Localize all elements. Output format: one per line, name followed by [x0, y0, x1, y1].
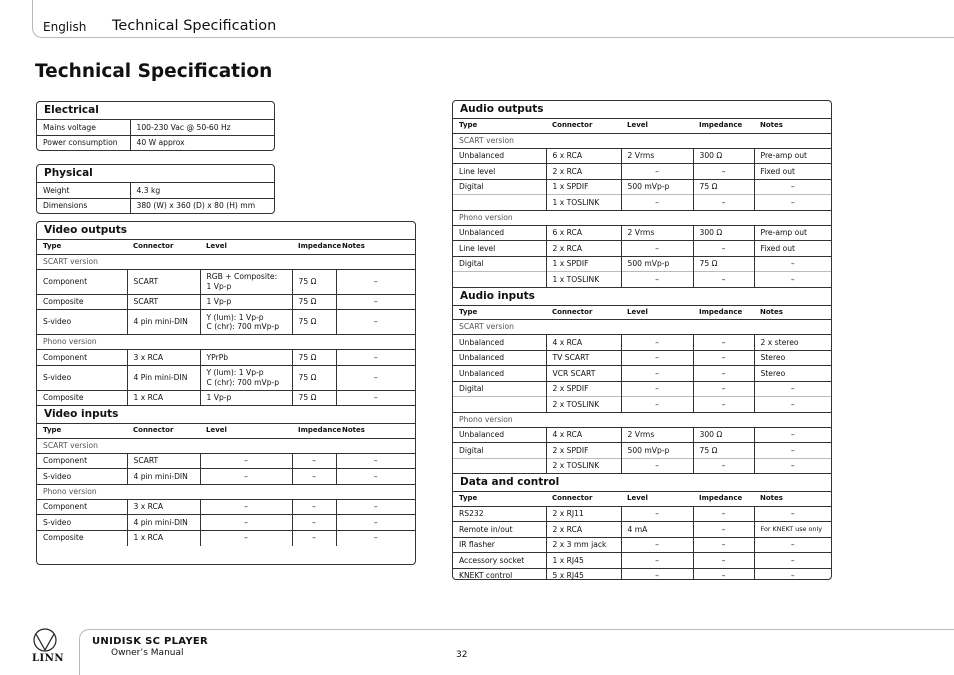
cell-level: 2 Vrms — [621, 427, 693, 443]
subsection-label: Phono version — [453, 210, 831, 225]
cell-impedance: – — [693, 397, 754, 413]
cell-notes: – — [754, 179, 831, 195]
cell-type: RS232 — [453, 506, 546, 522]
spec-label: Mains voltage — [37, 120, 130, 135]
table-row — [453, 241, 831, 257]
table-row — [453, 164, 831, 180]
audio-out-phono-label — [453, 210, 831, 225]
cell-impedance: – — [693, 537, 754, 553]
cell-impedance: – — [693, 458, 754, 474]
column-header: Impedance — [699, 121, 743, 129]
cell-connector: SCART — [127, 294, 200, 310]
cell-level: – — [621, 335, 693, 351]
cell-connector: SCART — [127, 269, 200, 294]
cell-notes: – — [754, 272, 831, 288]
spec-label: Weight — [37, 183, 130, 198]
cell-type: Component — [37, 269, 127, 294]
column-header: Level — [206, 426, 227, 434]
cell-level: 1 Vp-p — [200, 390, 292, 406]
cell-notes: – — [336, 499, 415, 515]
cell-type: Digital — [453, 443, 546, 459]
audio-in-phono-label — [453, 412, 831, 427]
table-row — [37, 499, 415, 515]
column-header: Type — [43, 426, 62, 434]
cell-level: – — [621, 164, 693, 180]
cell-type: Remote in/out — [453, 522, 546, 538]
cell-type — [453, 397, 546, 413]
column-header: Level — [627, 494, 648, 502]
language-label: English — [43, 20, 87, 34]
cell-connector: 1 x RJ45 — [546, 553, 621, 569]
table-row — [37, 453, 415, 469]
cell-impedance: 75 Ω — [292, 365, 336, 390]
cell-notes: – — [336, 469, 415, 485]
cell-type: S-video — [37, 365, 127, 390]
cell-notes: – — [754, 458, 831, 474]
electrical-title: Electrical — [37, 102, 274, 120]
cell-type: Digital — [453, 179, 546, 195]
cell-connector: 6 x RCA — [546, 148, 621, 164]
cell-type — [453, 195, 546, 211]
cell-notes: – — [754, 443, 831, 459]
cell-connector: 2 x SPDIF — [546, 443, 621, 459]
data-control-section-cell — [453, 474, 831, 493]
cell-connector: 3 x RCA — [127, 350, 200, 366]
table-row — [453, 179, 831, 195]
table-row — [37, 365, 415, 390]
subsection-label: Phono version — [453, 412, 831, 427]
column-header: Level — [627, 121, 648, 129]
table-row — [453, 506, 831, 522]
cell-level: – — [200, 530, 292, 546]
table-row — [37, 269, 415, 294]
audio-out-scart-label — [453, 133, 831, 148]
audio-inputs-section — [453, 287, 831, 306]
cell-notes: – — [336, 269, 415, 294]
cell-type: Component — [37, 499, 127, 515]
column-header: Impedance — [699, 307, 743, 316]
column-header: Impedance — [298, 426, 342, 434]
table-row — [37, 135, 274, 150]
cell-notes: Stereo — [754, 350, 831, 366]
manual-label: Owner’s Manual — [111, 648, 184, 658]
cell-connector: 2 x TOSLINK — [546, 458, 621, 474]
table-row — [453, 458, 831, 474]
cell-notes: 2 x stereo — [754, 335, 831, 351]
cell-connector: 1 x SPDIF — [546, 179, 621, 195]
audio-section — [452, 100, 832, 580]
video-inputs-section-cell — [37, 406, 415, 425]
cell-type: Composite — [37, 390, 127, 406]
video-outputs-title: Video outputs — [37, 222, 415, 240]
column-header: Type — [459, 494, 478, 502]
cell-impedance: – — [693, 381, 754, 397]
table-row — [453, 256, 831, 272]
cell-level: – — [621, 366, 693, 382]
cell-impedance: 300 Ω — [693, 225, 754, 241]
cell-connector: 4 pin mini-DIN — [127, 310, 200, 335]
cell-level: – — [621, 553, 693, 569]
cell-connector: 1 x RCA — [127, 530, 200, 546]
table-row — [37, 530, 415, 546]
column-header-row — [37, 240, 415, 254]
cell-type: Digital — [453, 256, 546, 272]
cell-connector: 4 x RCA — [546, 335, 621, 351]
cell-impedance: – — [693, 335, 754, 351]
page-number: 32 — [456, 650, 468, 660]
cell-impedance: 300 Ω — [693, 148, 754, 164]
spec-label: Power consumption — [37, 135, 130, 150]
cell-connector: 4 x RCA — [546, 427, 621, 443]
column-header: Notes — [342, 242, 365, 250]
header-section-title: Technical Specification — [112, 18, 277, 34]
cell-impedance: – — [292, 499, 336, 515]
physical-title: Physical — [37, 165, 274, 183]
cell-type: KNEKT control — [453, 568, 546, 580]
cell-type: Line level — [453, 164, 546, 180]
cell-level: – — [200, 453, 292, 469]
video-in-phono-label — [37, 484, 415, 499]
cell-impedance: – — [693, 506, 754, 522]
spec-value: 40 W approx — [130, 135, 274, 150]
cell-notes: – — [754, 381, 831, 397]
cell-connector: 1 x SPDIF — [546, 256, 621, 272]
physical-table — [37, 183, 274, 213]
column-header: Impedance — [298, 242, 342, 250]
column-header: Level — [206, 242, 227, 250]
column-header: Connector — [133, 242, 174, 250]
cell-connector: 3 x RCA — [127, 499, 200, 515]
table-row — [453, 381, 831, 397]
cell-notes: – — [336, 365, 415, 390]
column-header-row — [37, 424, 415, 438]
cell-notes: Stereo — [754, 366, 831, 382]
video-table — [37, 240, 415, 546]
cell-connector: 1 x TOSLINK — [546, 195, 621, 211]
cell-type: Unbalanced — [453, 148, 546, 164]
cell-notes: – — [754, 195, 831, 211]
column-header: Notes — [760, 121, 783, 129]
subsection-label: SCART version — [453, 133, 831, 148]
table-row — [37, 294, 415, 310]
table-row — [37, 350, 415, 366]
cell-connector: 2 x RCA — [546, 241, 621, 257]
cell-type — [453, 272, 546, 288]
cell-impedance: 75 Ω — [693, 443, 754, 459]
cell-type: Component — [37, 453, 127, 469]
linn-wordmark: LINN — [32, 653, 64, 664]
cell-connector: 2 x RJ11 — [546, 506, 621, 522]
cell-level: – — [621, 381, 693, 397]
table-row — [453, 443, 831, 459]
cell-impedance: – — [292, 530, 336, 546]
video-out-phono-label — [37, 335, 415, 350]
cell-impedance: 75 Ω — [693, 256, 754, 272]
cell-connector: TV SCART — [546, 350, 621, 366]
table-row — [453, 397, 831, 413]
cell-level: Y (lum): 1 Vp-p C (chr): 700 mVp-p — [200, 365, 292, 390]
cell-type: Composite — [37, 294, 127, 310]
cell-notes: – — [754, 397, 831, 413]
cell-level: 500 mVp-p — [621, 443, 693, 459]
cell-notes: – — [336, 310, 415, 335]
table-row — [37, 198, 274, 213]
cell-level: – — [621, 241, 693, 257]
cell-impedance: – — [292, 453, 336, 469]
cell-type: S-video — [37, 310, 127, 335]
column-header: Type — [459, 121, 478, 129]
cell-impedance: – — [693, 272, 754, 288]
data-control-section-title: Data and control — [453, 474, 831, 492]
cell-connector: 5 x RJ45 — [546, 568, 621, 580]
column-header: Connector — [552, 121, 593, 129]
cell-connector: 2 x RCA — [546, 522, 621, 538]
cell-level: – — [621, 350, 693, 366]
spec-label: Dimensions — [37, 198, 130, 213]
cell-notes: – — [336, 453, 415, 469]
cell-level: – — [621, 506, 693, 522]
cell-type: Unbalanced — [453, 225, 546, 241]
subsection-label: SCART version — [37, 254, 415, 269]
column-header-row — [453, 306, 831, 320]
cell-connector: 6 x RCA — [546, 225, 621, 241]
cell-impedance: 75 Ω — [292, 294, 336, 310]
column-header: Impedance — [699, 494, 743, 502]
subsection-label: Phono version — [37, 335, 415, 350]
cell-level: – — [621, 272, 693, 288]
cell-notes: Pre-amp out — [754, 225, 831, 241]
footer-rule — [79, 629, 954, 675]
cell-type: S-video — [37, 469, 127, 485]
table-row — [37, 469, 415, 485]
cell-notes: – — [336, 530, 415, 546]
data-control-section — [453, 474, 831, 493]
table-row — [37, 120, 274, 135]
subsection-label: SCART version — [453, 320, 831, 335]
table-row — [453, 427, 831, 443]
cell-notes: Fixed out — [754, 241, 831, 257]
cell-notes: – — [336, 390, 415, 406]
video-inputs-section-title: Video inputs — [37, 406, 415, 424]
table-row — [453, 350, 831, 366]
table-row — [453, 148, 831, 164]
cell-type: Unbalanced — [453, 335, 546, 351]
cell-notes: – — [754, 568, 831, 580]
spec-value: 4.3 kg — [136, 185, 161, 195]
cell-connector: 1 x TOSLINK — [546, 272, 621, 288]
cell-impedance: 75 Ω — [292, 310, 336, 335]
electrical-section — [36, 101, 275, 151]
audio-inputs-section-cell — [453, 287, 831, 306]
cell-type: Composite — [37, 530, 127, 546]
cell-type: Digital — [453, 381, 546, 397]
cell-level: – — [621, 537, 693, 553]
cell-notes: – — [336, 350, 415, 366]
table-row — [453, 522, 831, 538]
cell-connector: 2 x SPDIF — [546, 381, 621, 397]
cell-impedance: – — [693, 553, 754, 569]
cell-impedance: – — [693, 350, 754, 366]
table-row — [453, 225, 831, 241]
cell-connector: 1 x RCA — [127, 390, 200, 406]
video-section — [36, 221, 416, 565]
cell-type: Unbalanced — [453, 350, 546, 366]
column-header: Level — [627, 307, 648, 316]
cell-type: Unbalanced — [453, 366, 546, 382]
cell-notes: – — [336, 294, 415, 310]
cell-level: 1 Vp-p — [200, 294, 292, 310]
table-row — [453, 568, 831, 580]
cell-type: Component — [37, 350, 127, 366]
cell-level: – — [621, 195, 693, 211]
video-out-scart-label — [37, 254, 415, 269]
cell-notes: – — [754, 427, 831, 443]
cell-impedance: – — [693, 164, 754, 180]
table-row — [37, 390, 415, 406]
cell-type: IR flasher — [453, 537, 546, 553]
table-row — [453, 537, 831, 553]
cell-level: 2 Vrms — [621, 148, 693, 164]
table-row — [453, 335, 831, 351]
cell-impedance: – — [693, 522, 754, 538]
audio-outputs-title: Audio outputs — [453, 101, 831, 119]
subsection-label: Phono version — [37, 484, 415, 499]
cell-connector: 2 x TOSLINK — [546, 397, 621, 413]
spec-value: 380 (W) x 360 (D) x 80 (H) mm — [130, 198, 274, 213]
cell-impedance: – — [292, 469, 336, 485]
column-header: Notes — [760, 307, 783, 316]
subsection-label: SCART version — [37, 438, 415, 453]
cell-level: 500 mVp-p — [621, 179, 693, 195]
column-header-row — [453, 492, 831, 506]
cell-level: – — [200, 515, 292, 531]
cell-notes: Fixed out — [754, 164, 831, 180]
cell-type: Line level — [453, 241, 546, 257]
cell-impedance: 75 Ω — [292, 350, 336, 366]
cell-level: 4 mA — [621, 522, 693, 538]
cell-connector: 4 pin mini-DIN — [127, 515, 200, 531]
cell-notes: For KNEKT use only — [754, 522, 831, 538]
column-header: Connector — [552, 307, 593, 316]
physical-section — [36, 164, 275, 214]
table-row — [37, 310, 415, 335]
cell-notes: – — [754, 506, 831, 522]
cell-notes: – — [754, 553, 831, 569]
cell-impedance: – — [693, 366, 754, 382]
cell-impedance: – — [292, 515, 336, 531]
cell-level: 500 mVp-p — [621, 256, 693, 272]
cell-connector: 4 pin mini-DIN — [127, 469, 200, 485]
column-header: Type — [43, 242, 62, 250]
cell-impedance: 75 Ω — [292, 269, 336, 294]
cell-level: – — [621, 458, 693, 474]
table-row — [37, 183, 274, 198]
table-row — [453, 553, 831, 569]
cell-level: 2 Vrms — [621, 225, 693, 241]
page-title: Technical Specification — [35, 61, 273, 82]
cell-connector: VCR SCART — [546, 366, 621, 382]
audio-inputs-section-title: Audio inputs — [453, 288, 831, 306]
cell-impedance: – — [693, 195, 754, 211]
spec-value: 100-230 Vac @ 50-60 Hz — [136, 122, 231, 132]
video-inputs-section — [37, 406, 415, 425]
cell-level: – — [200, 499, 292, 515]
cell-type: Unbalanced — [453, 427, 546, 443]
cell-notes: – — [754, 256, 831, 272]
cell-level: – — [621, 568, 693, 580]
cell-impedance: 75 Ω — [693, 179, 754, 195]
column-header: Notes — [760, 494, 783, 502]
cell-level: – — [621, 397, 693, 413]
cell-notes: – — [754, 537, 831, 553]
cell-connector: 4 Pin mini-DIN — [127, 365, 200, 390]
cell-impedance: 300 Ω — [693, 427, 754, 443]
cell-level: – — [200, 469, 292, 485]
column-header-row — [453, 119, 831, 133]
cell-type: S-video — [37, 515, 127, 531]
cell-level: RGB + Composite: 1 Vp-p — [200, 269, 292, 294]
cell-level: Y (lum): 1 Vp-p C (chr): 700 mVp-p — [200, 310, 292, 335]
product-name: UNIDISK SC PLAYER — [92, 636, 209, 647]
cell-connector: 2 x 3 mm jack — [546, 537, 621, 553]
cell-impedance: 75 Ω — [292, 390, 336, 406]
table-row — [453, 272, 831, 288]
table-row — [453, 195, 831, 211]
column-header: Connector — [133, 426, 174, 434]
column-header: Type — [459, 307, 478, 316]
cell-notes: – — [336, 515, 415, 531]
audio-table — [453, 119, 831, 580]
cell-type — [453, 458, 546, 474]
cell-notes: Pre-amp out — [754, 148, 831, 164]
table-row — [37, 515, 415, 531]
video-in-scart-label — [37, 438, 415, 453]
column-header: Notes — [342, 426, 365, 434]
cell-type: Accessory socket — [453, 553, 546, 569]
electrical-table — [37, 120, 274, 150]
cell-impedance: – — [693, 241, 754, 257]
column-header: Connector — [552, 494, 593, 502]
cell-connector: 2 x RCA — [546, 164, 621, 180]
audio-in-scart-label — [453, 320, 831, 335]
cell-impedance: – — [693, 568, 754, 580]
cell-connector: SCART — [127, 453, 200, 469]
table-row — [453, 366, 831, 382]
cell-level: YPrPb — [200, 350, 292, 366]
